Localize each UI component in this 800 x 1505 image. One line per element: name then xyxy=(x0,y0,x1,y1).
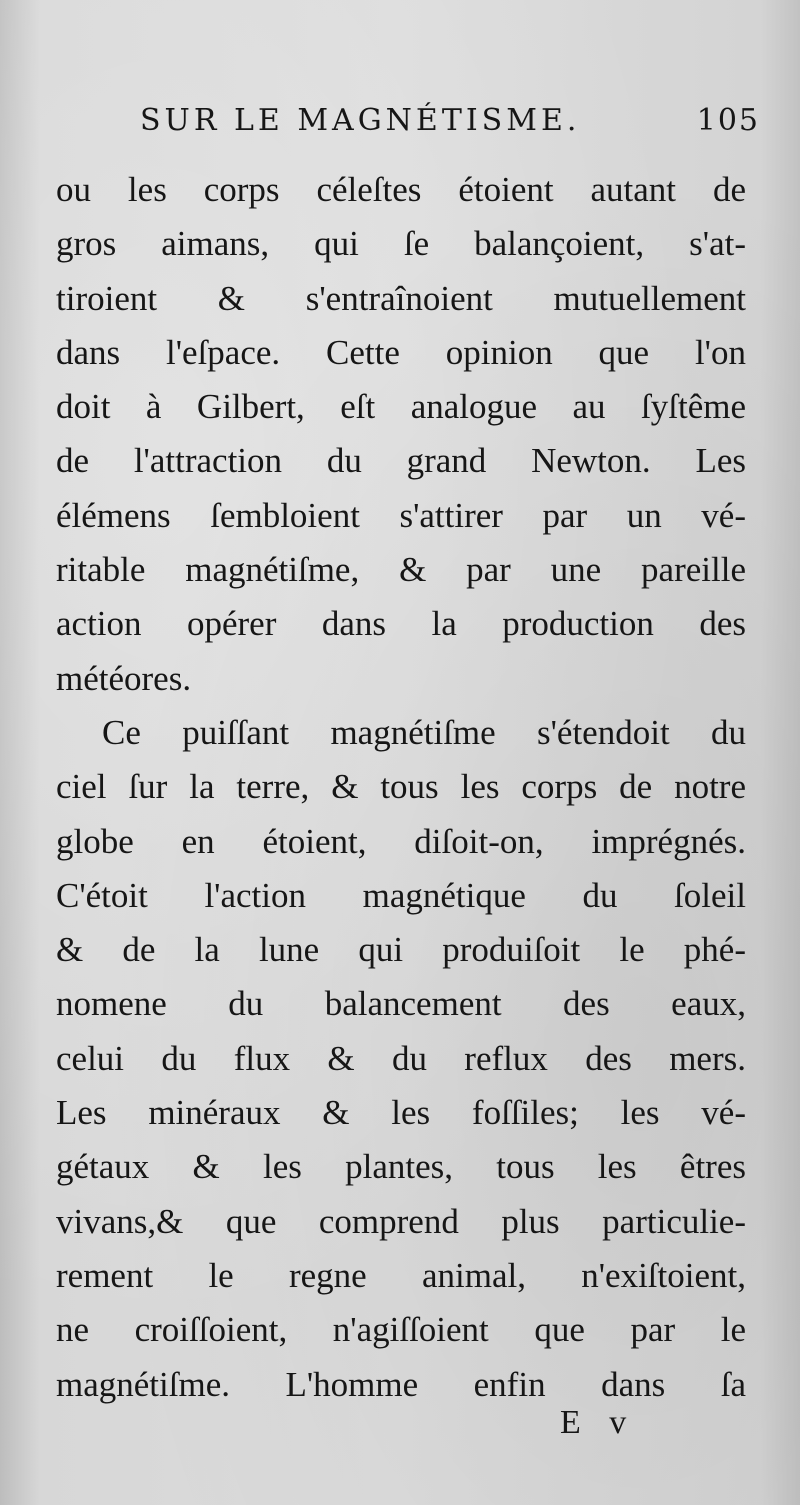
text-line: ritable magnétiſme, & par une pareille xyxy=(56,550,746,590)
running-title: SUR LE MAGNÉTISME. xyxy=(140,103,581,138)
page-number: 105 xyxy=(696,103,760,138)
text-line: de l'attraction du grand Newton. Les xyxy=(56,441,746,481)
text-line: rement le regne animal, n'exiſtoient, xyxy=(56,1255,746,1295)
text-line: gros aimans, qui ſe balançoient, s'at- xyxy=(56,224,746,264)
text-line: & de la lune qui produiſoit le phé- xyxy=(56,930,746,970)
text-line: tiroient & s'entraînoient mutuellement xyxy=(56,278,746,318)
text-line: vivans,& que comprend plus particulie- xyxy=(56,1201,746,1241)
body-text xyxy=(56,163,746,1412)
text-line: ne croiſſoient, n'agiſſoient que par le xyxy=(56,1310,746,1350)
text-line: Les minéraux & les foſſiles; les vé- xyxy=(56,1093,746,1133)
text-line: nomene du balancement des eaux, xyxy=(56,984,746,1024)
paragraph-end-line: météores. xyxy=(56,658,192,698)
signature-mark: E v xyxy=(560,1404,637,1441)
text-line: ou les corps céleſtes étoient autant de xyxy=(56,170,746,209)
text-line: magnétiſme. L'homme enfin dans ſa xyxy=(56,1364,746,1404)
text-line: C'étoit l'action magnétique du ſoleil xyxy=(56,875,746,915)
text-line: action opérer dans la production des xyxy=(56,604,746,644)
text-line: élémens ſembloient s'attirer par un vé- xyxy=(56,495,746,535)
running-head xyxy=(140,103,760,153)
text-line: celui du flux & du reflux des mers. xyxy=(56,1038,746,1078)
text-line: globe en étoient, diſoit-on, imprégnés. xyxy=(56,821,746,861)
text-line: ciel ſur la terre, & tous les corps de notre xyxy=(56,767,746,807)
text-line: doit à Gilbert, eſt analogue au ſyſtême xyxy=(56,387,746,427)
paragraph-start-line: Ce puiſſant magnétiſme s'étendoit du xyxy=(102,712,746,752)
text-line: dans l'eſpace. Cette opinion que l'on xyxy=(56,332,746,372)
text-line: gétaux & les plantes, tous les êtres xyxy=(56,1147,746,1187)
